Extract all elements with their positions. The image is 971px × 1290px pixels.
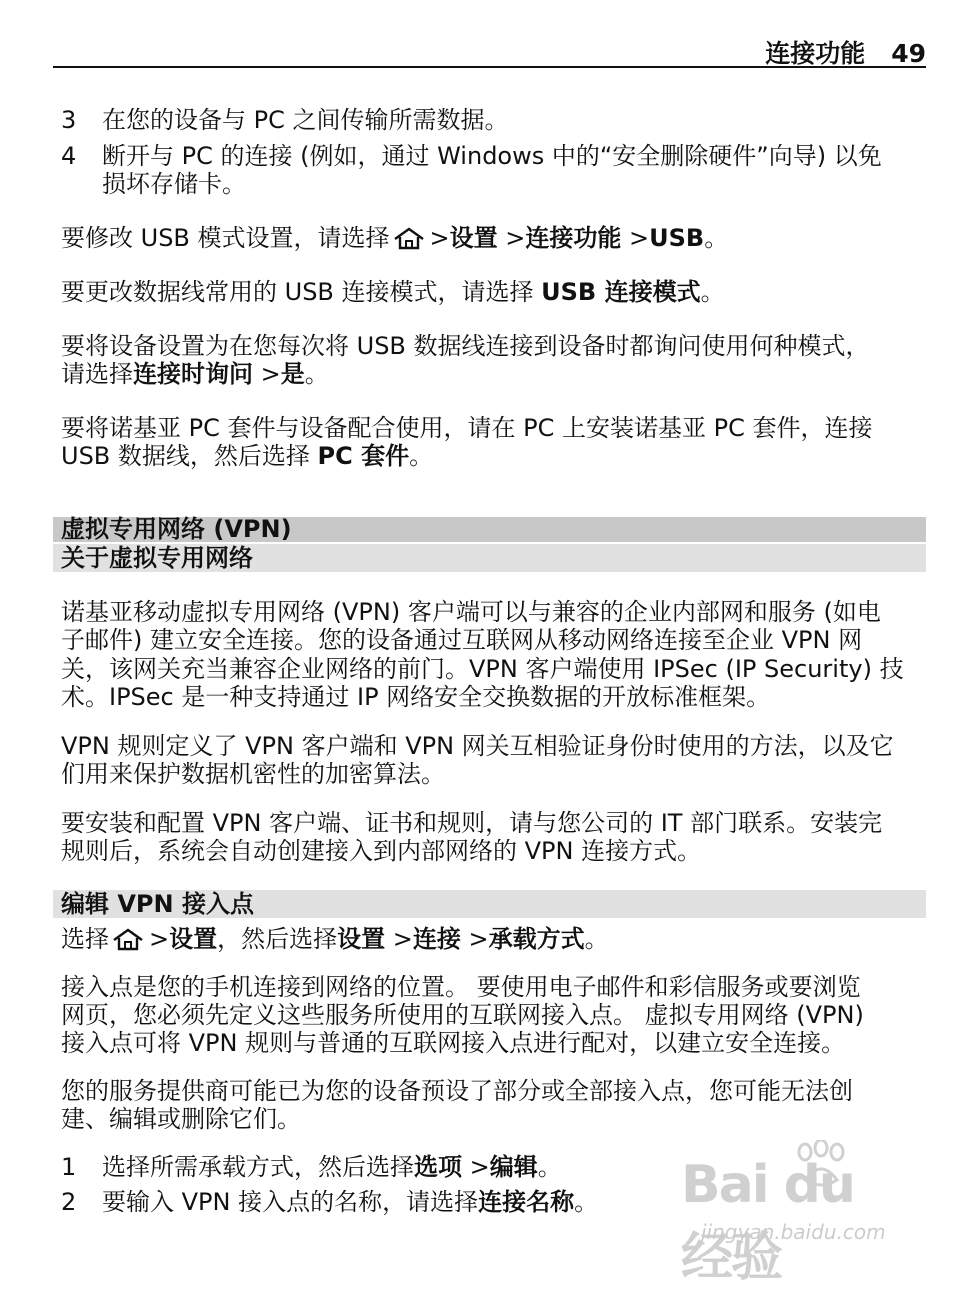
step-text: [102, 1152, 562, 1182]
bold-term: PC 套件: [317, 442, 410, 470]
paragraph-line: 规则后，系统会自动创建接入到内部网络的 VPN 连接方式。: [61, 837, 702, 865]
text: 。: [409, 442, 434, 470]
menu-path-item: 编辑: [489, 1153, 538, 1181]
edit-vpn-path: [61, 924, 609, 954]
menu-path-item: 选项: [414, 1153, 462, 1181]
paragraph-line: 诺基亚移动虚拟专用网络 (VPN) 客户端可以与兼容的企业内部网和服务 (如电: [61, 598, 881, 626]
arrow: >: [505, 224, 526, 252]
menu-path-item: 连接: [412, 925, 461, 953]
paragraph-line: 建、编辑或删除它们。: [61, 1105, 301, 1133]
home-icon: [392, 226, 426, 250]
menu-path-item: 是: [280, 360, 305, 388]
text: 请选择: [61, 360, 133, 388]
step-number: 2: [61, 1188, 77, 1216]
text: 要更改数据线常用的 USB 连接模式，请选择: [61, 278, 542, 306]
text: USB 数据线，然后选择: [61, 442, 318, 470]
step-text-cont: 损坏存储卡。: [102, 170, 246, 198]
text: 要修改 USB 模式设置，请选择: [61, 224, 390, 252]
paragraph-line: 们用来保护数据机密性的加密算法。: [61, 760, 445, 788]
menu-path-item: 连接功能: [525, 224, 622, 252]
text: 要输入 VPN 接入点的名称，请选择: [102, 1188, 479, 1216]
paragraph-line: 网页，您必须先定义这些服务所使用的互联网接入点。 虚拟专用网络 (VPN): [61, 1001, 864, 1029]
text: 。: [304, 360, 329, 388]
page-header: [53, 24, 926, 68]
watermark-url: jingyan.baidu.com: [701, 1220, 886, 1244]
text: 要将诺基亚 PC 套件与设备配合使用，请在 PC 上安装诺基亚 PC 套件，连接: [61, 414, 873, 442]
paragraph-line: 接入点可将 VPN 规则与普通的互联网接入点进行配对，以建立安全连接。: [61, 1029, 846, 1057]
subsection-title: 关于虚拟专用网络: [61, 544, 253, 572]
page-number: 49: [891, 39, 926, 68]
baidu-watermark: [671, 1140, 911, 1288]
step-text: 断开与 PC 的连接 (例如，通过 Windows 中的“安全删除硬件”向导) 以免: [102, 142, 882, 170]
subsection-title: 编辑 VPN 接入点: [61, 890, 254, 918]
home-icon: [111, 927, 145, 951]
text: 要将设备设置为在您每次将 USB 数据线连接到设备时都询问使用何种模式，: [61, 332, 870, 360]
step-number: 3: [61, 106, 77, 134]
arrow: >: [149, 925, 170, 953]
step-number: 4: [61, 142, 77, 170]
text: 。: [700, 278, 725, 306]
paragraph-line: 子邮件) 建立安全连接。您的设备通过互联网从移动网络连接至企业 VPN 网: [61, 626, 863, 654]
usb-ask-paragraph: [61, 331, 870, 361]
section-title: 虚拟专用网络 (VPN): [61, 515, 292, 543]
menu-path-item: 设置: [169, 925, 218, 953]
arrow: >: [429, 224, 450, 252]
text: 选择所需承载方式，然后选择: [102, 1153, 414, 1181]
step-number: 1: [61, 1153, 77, 1181]
menu-path-item: USB: [649, 224, 705, 252]
bold-term: 连接名称: [478, 1188, 575, 1216]
pc-suite-paragraph: [61, 413, 872, 443]
chapter-title: 连接功能: [765, 39, 866, 68]
paragraph-line: 接入点是您的手机连接到网络的位置。 要使用电子邮件和彩信服务或要浏览: [61, 973, 861, 1001]
watermark-logo: Bai du 经验: [681, 1155, 854, 1288]
paragraph-line: 关，该网关充当兼容企业网络的前门。VPN 客户端使用 IPSec (IP Security) 技: [61, 655, 904, 683]
arrow: >: [629, 224, 650, 252]
text: 。: [574, 1188, 599, 1216]
usb-modify-paragraph: [61, 223, 728, 253]
paragraph-line: 术。IPSec 是一种支持通过 IP 网络安全交换数据的开放标准框架。: [61, 683, 771, 711]
paragraph-line: 要安装和配置 VPN 客户端、证书和规则，请与您公司的 IT 部门联系。安装完: [61, 809, 883, 837]
menu-path-item: 连接时询问: [133, 360, 253, 388]
bold-term: USB 连接模式: [541, 278, 701, 306]
text: 选择: [61, 925, 109, 953]
text: 。: [704, 224, 729, 252]
text: 。: [584, 925, 609, 953]
menu-path-item: 承载方式: [488, 925, 585, 953]
arrow: >: [392, 925, 413, 953]
arrow: >: [468, 925, 489, 953]
text: 。: [537, 1153, 562, 1181]
header-title: [765, 34, 926, 70]
step-text: [102, 1187, 598, 1217]
text: ，然后选择: [217, 925, 338, 953]
paragraph-line: VPN 规则定义了 VPN 客户端和 VPN 网关互相验证身份时使用的方法，以及它: [61, 732, 894, 760]
paragraph-line: 您的服务提供商可能已为您的设备预设了部分或全部接入点，您可能无法创: [61, 1077, 853, 1105]
step-text: 在您的设备与 PC 之间传输所需数据。: [102, 106, 509, 134]
pc-suite-paragraph-cont: [61, 441, 433, 471]
arrow: >: [469, 1153, 490, 1181]
arrow: >: [260, 360, 281, 388]
menu-path-item: 设置: [337, 925, 386, 953]
usb-ask-paragraph-cont: [61, 359, 329, 389]
menu-path-item: 设置: [449, 224, 498, 252]
usb-change-paragraph: [61, 277, 725, 307]
